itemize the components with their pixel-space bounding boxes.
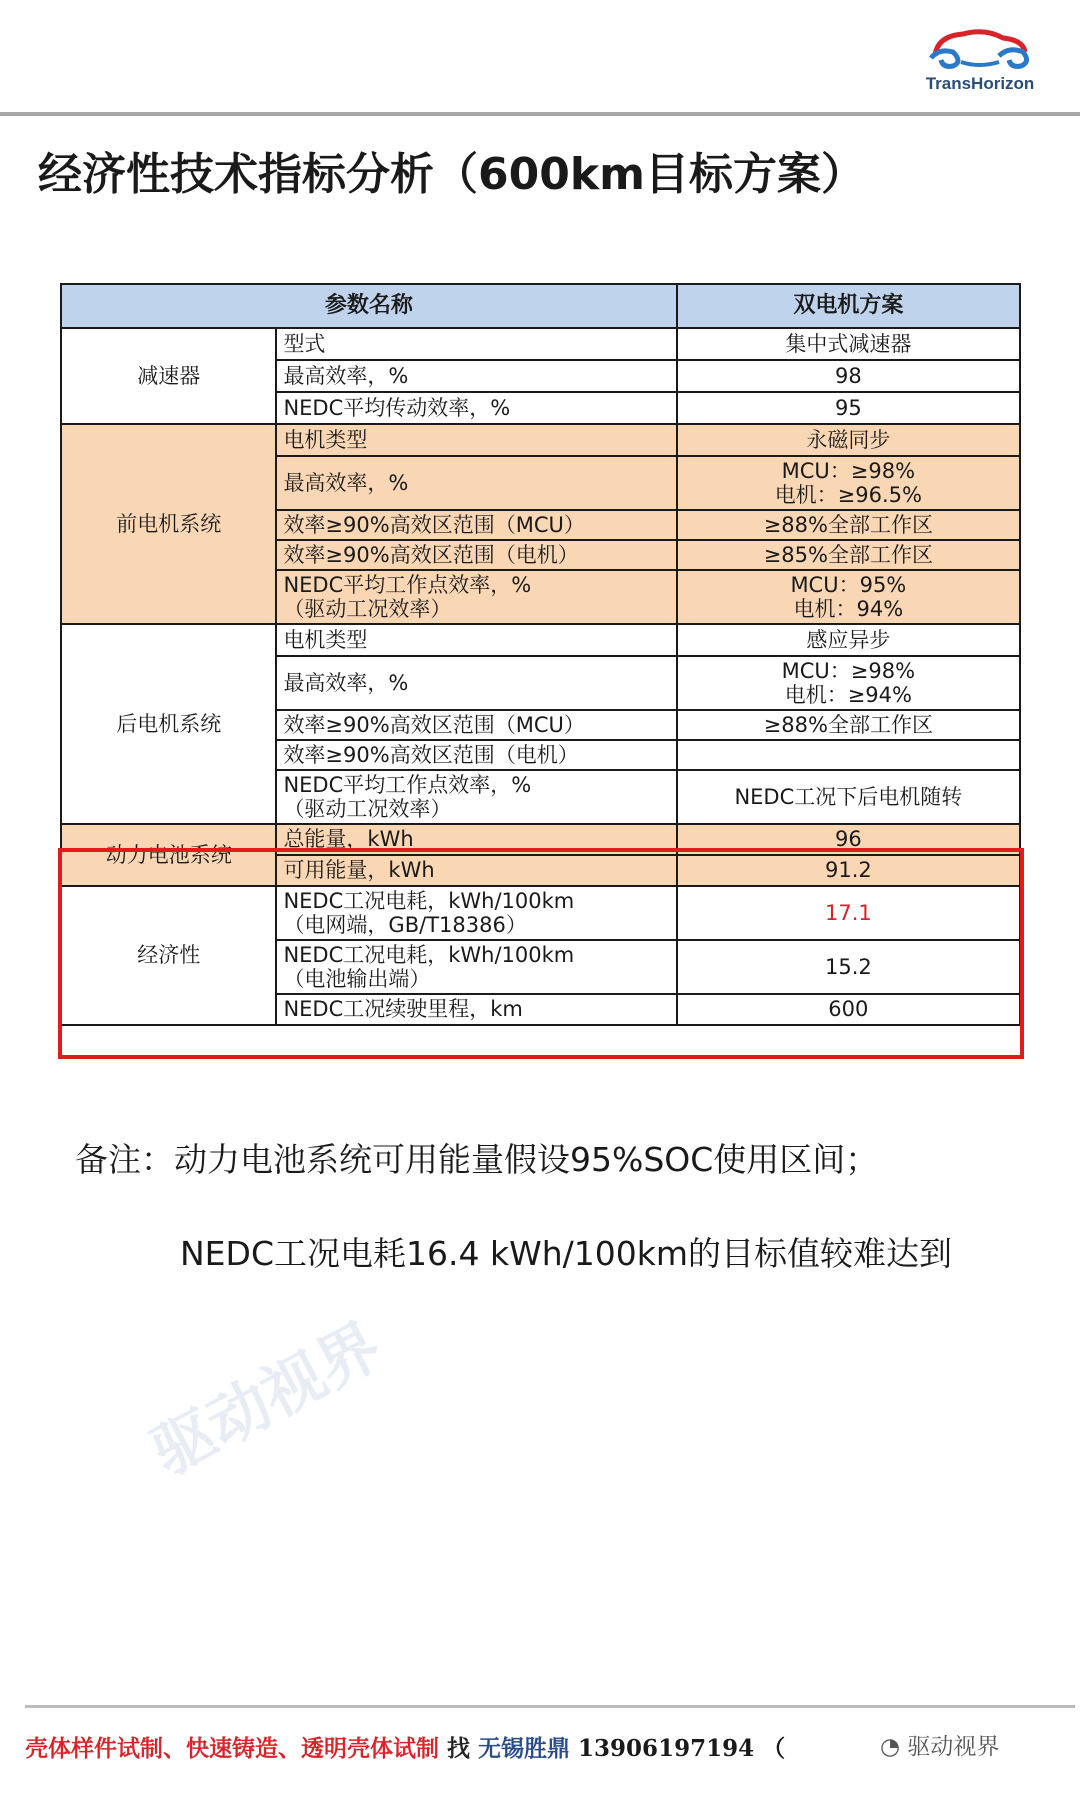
- param-cell: [276, 570, 676, 624]
- footer-wechat-account: [880, 1728, 999, 1761]
- param-cell: 总能量，kWh: [276, 824, 676, 855]
- value-cell: 91.2: [677, 855, 1020, 886]
- page-title: 经济性技术指标分析（600km目标方案）: [38, 149, 865, 200]
- header-param-name: 参数名称: [61, 284, 677, 328]
- group-label: 减速器: [61, 328, 276, 424]
- value-cell: [677, 570, 1020, 624]
- value-cell: 集中式减速器: [677, 328, 1020, 360]
- param-cell: 效率≥90%高效区范围（电机）: [276, 540, 676, 570]
- car-cloud-icon: [925, 22, 1035, 74]
- value-line: 电机：≥96.5%: [774, 483, 922, 507]
- wechat-name: 驱动视界: [907, 1734, 1000, 1760]
- value-cell: NEDC工况下后电机随转: [677, 770, 1020, 824]
- value-line: MCU：95%: [790, 572, 907, 597]
- value-cell: [677, 656, 1020, 710]
- param-cell: [276, 940, 676, 994]
- footer-company: 无锡胜鼎: [478, 1735, 571, 1762]
- value-cell: 600: [677, 994, 1020, 1025]
- param-cell: 型式: [276, 328, 676, 360]
- param-cell: [276, 886, 676, 940]
- value-cell-highlight: 17.1: [677, 886, 1020, 940]
- param-line: NEDC工况电耗，kWh/100km: [283, 942, 575, 967]
- header-divider: [0, 112, 1080, 116]
- param-cell: 最高效率，%: [276, 656, 676, 710]
- param-cell: NEDC工况续驶里程，km: [276, 994, 676, 1025]
- param-cell: 效率≥90%高效区范围（MCU）: [276, 510, 676, 540]
- param-cell: 效率≥90%高效区范围（电机）: [276, 740, 676, 770]
- param-line: NEDC工况电耗，kWh/100km: [283, 888, 575, 913]
- note-line-1: 备注：动力电池系统可用能量假设95%SOC使用区间；: [75, 1140, 879, 1179]
- param-line: （电网端，GB/T18386）: [283, 913, 527, 937]
- group-label: 后电机系统: [61, 624, 276, 824]
- footer-ad-text: 壳体样件试制、快速铸造、透明壳体试制: [25, 1735, 439, 1762]
- note-line-2: NEDC工况电耗16.4 kWh/100km的目标值较难达到: [180, 1234, 952, 1273]
- value-cell: 永磁同步: [677, 424, 1020, 456]
- value-cell: 96: [677, 824, 1020, 855]
- group-label: 前电机系统: [61, 424, 276, 624]
- param-cell: 电机类型: [276, 424, 676, 456]
- transhorizon-logo: [915, 22, 1045, 102]
- param-cell: 电机类型: [276, 624, 676, 656]
- param-cell: 最高效率，%: [276, 360, 676, 392]
- param-line: （驱动工况效率）: [283, 597, 452, 621]
- table-row: [61, 824, 1020, 855]
- param-line: （驱动工况效率）: [283, 797, 452, 821]
- table-row: [61, 328, 1020, 360]
- param-cell: 最高效率，%: [276, 456, 676, 510]
- group-label: 动力电池系统: [61, 824, 276, 886]
- value-cell: ≥85%全部工作区: [677, 540, 1020, 570]
- param-cell: [276, 770, 676, 824]
- param-cell: 可用能量，kWh: [276, 855, 676, 886]
- value-cell: [677, 456, 1020, 510]
- param-cell: NEDC平均传动效率，%: [276, 392, 676, 424]
- param-line: （电池输出端）: [283, 967, 431, 991]
- footer-paren: （: [762, 1735, 786, 1762]
- group-label: 经济性: [61, 886, 276, 1025]
- value-line: 电机：≥94%: [784, 683, 912, 707]
- value-cell: 95: [677, 392, 1020, 424]
- value-cell: ≥88%全部工作区: [677, 710, 1020, 740]
- logo-text: TransHorizon: [925, 74, 1035, 93]
- param-line: NEDC平均工作点效率，%: [283, 772, 532, 797]
- value-cell: ≥88%全部工作区: [677, 510, 1020, 540]
- header-dual-motor: 双电机方案: [677, 284, 1020, 328]
- value-cell: 感应异步: [677, 624, 1020, 656]
- watermark: 驱动视界: [139, 1308, 393, 1490]
- footer-phone: 13906197194: [578, 1735, 755, 1762]
- value-cell: [677, 740, 1020, 770]
- footer-divider: [25, 1705, 1075, 1708]
- table-row: [61, 886, 1020, 940]
- table-row: [61, 424, 1020, 456]
- value-cell: 15.2: [677, 940, 1020, 994]
- value-cell: 98: [677, 360, 1020, 392]
- spec-table: [60, 283, 1021, 1026]
- value-line: MCU：≥98%: [781, 458, 916, 483]
- param-cell: 效率≥90%高效区范围（MCU）: [276, 710, 676, 740]
- param-line: NEDC平均工作点效率，%: [283, 572, 532, 597]
- value-line: MCU：≥98%: [781, 658, 916, 683]
- table-header-row: [61, 284, 1020, 328]
- footer-find: 找: [447, 1735, 471, 1762]
- wechat-icon: ◔: [880, 1734, 901, 1760]
- table-row: [61, 624, 1020, 656]
- footer-ad: [25, 1730, 785, 1763]
- value-line: 电机：94%: [793, 597, 904, 621]
